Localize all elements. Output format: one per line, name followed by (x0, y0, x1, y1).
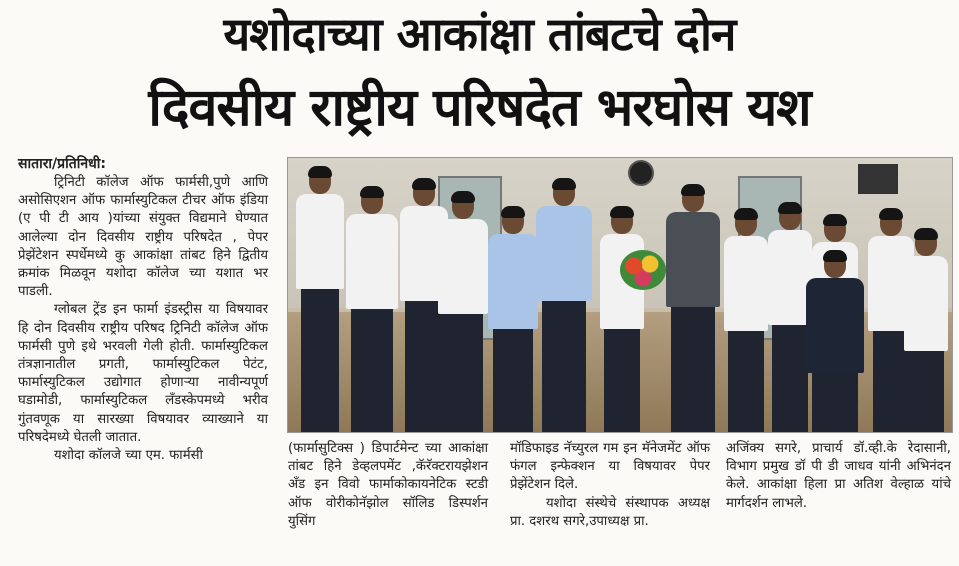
paragraph: यशोदा कॉलजे च्या एम. फार्मसी (54, 448, 203, 464)
person (600, 208, 644, 432)
paragraph: ट्रिनिटी कॉलेज ऑफ फार्मसी,पुणे आणि असोसिएशन ऑफ फार्मास्युटिकल टीचर ऑफ इंडिया (ए पी टी आय )यांच्या संयुक्त विद्यमाने घेण्यात आलेल्या दोन दिवसीय राष्ट्रीय परिषदेत , पेपर प्रेझेंटेशन स्पर्धेमध्ये कु आकांक्षा तांबट हिने द्वितीय क्रमांक मिळवून यशोदा कॉलेज च्या यशात भर पाडली. (18, 175, 268, 300)
person (296, 168, 344, 432)
person (904, 230, 948, 432)
person (536, 180, 592, 432)
wall-clock-icon (628, 160, 654, 186)
paragraph: यशोदा संस्थेचे संस्थापक अध्यक्ष प्रा. दशरथ सगरे,उपाध्यक्ष प्रा. (510, 495, 710, 529)
paragraph: (फार्मासुटिक्स ) डिपार्टमेन्ट च्या आकांक्षा तांबट हिने डेव्हलपमेंट ,कॅरॅक्टरायझेशन अँड इन विवो फार्माकोकायनेटिक स्टडी ऑफ वोरीकोनॅझोल सॉलिड डिस्पर्शन युसिंग (288, 441, 488, 529)
person (724, 210, 768, 432)
notice-board (858, 164, 898, 194)
article-column-3 (510, 440, 710, 531)
article-column-1 (18, 154, 268, 465)
paragraph: ग्लोबल ट्रेंड इन फार्मा इंडस्ट्रीस या विषयावर हि दोन दिवसीय राष्ट्रीय परिषद ट्रिनिटी कॉलेज ऑफ फार्मसी पुणे इथे भरवली गेली होती. फार्मास्युटिकल तंत्रज्ञानातील प्रगती, फार्मास्युटिकल पेटंट, फार्मास्युटिकल उद्योगात होणाऱ्या नावीन्यपूर्ण घडामोडी, फार्मास्युटिकल लँडस्केपमध्ये भरीव गुंतवणूक या सारख्या विषयावर व्याख्याने या परिषदेमध्ये घेतली जातात. (18, 302, 268, 445)
dateline: सातारा/प्रतिनिधी: (18, 156, 106, 172)
group-photo (287, 157, 953, 433)
person (488, 208, 538, 432)
paragraph: अजिंक्य सगरे, प्राचार्य डॉ.व्ही.के रेदासानी, विभाग प्रमुख डॉ पी डी जाधव यांनी अभिनंदन केले. आकांक्षा हिला प्रा अतिश वेल्हाळ यांचे मार्गदर्शन लाभले. (726, 441, 951, 511)
person (346, 188, 398, 432)
person (438, 193, 488, 432)
paragraph: मॉडिफाइड नॅच्युरल गम इन मॅनेजमेंट ऑफ फंगल इन्फेक्शन या विषयावर पेपर प्रेझेंटेशन दिले. (510, 441, 710, 493)
flower-bouquet (620, 250, 666, 290)
article-column-2 (288, 440, 488, 531)
headline-line-2: दिवसीय राष्ट्रीय परिषदेत भरघोस यश (148, 78, 811, 138)
person (666, 186, 720, 432)
article-column-4 (726, 440, 951, 513)
person (806, 252, 864, 432)
headline-line-1: यशोदाच्या आकांक्षा तांबटचे दोन (223, 7, 736, 61)
